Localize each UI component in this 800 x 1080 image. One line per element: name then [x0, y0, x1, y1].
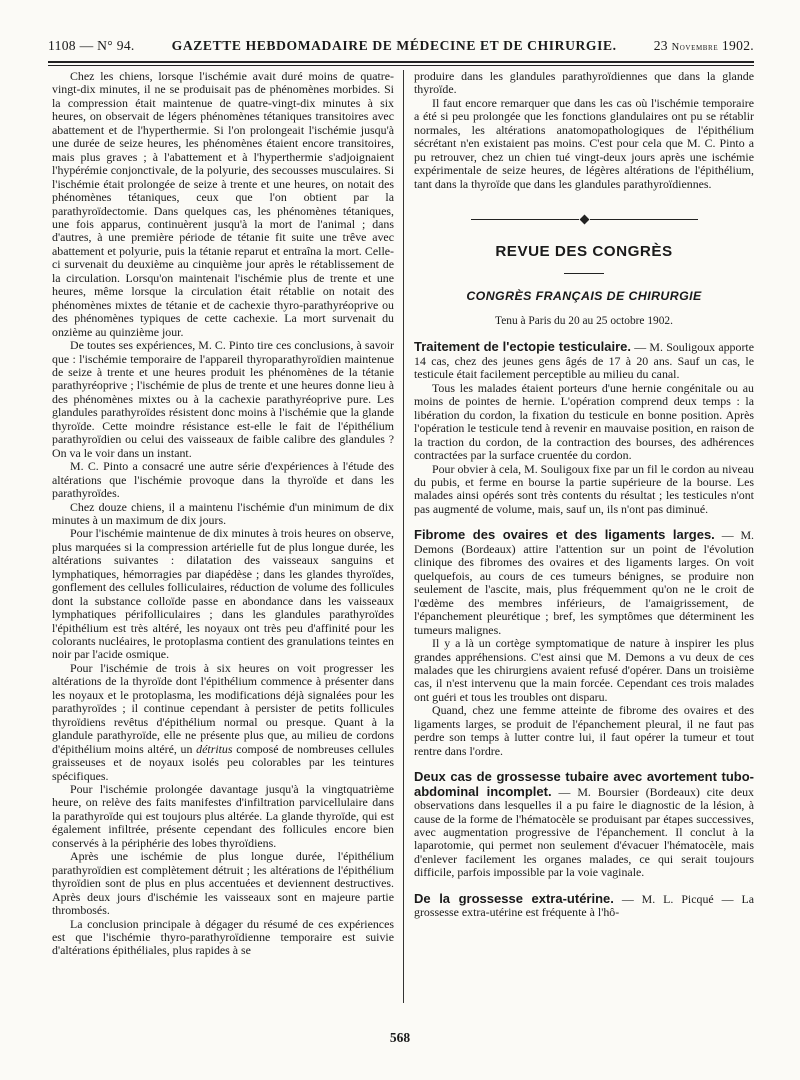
journal-title: GAZETTE HEBDOMADAIRE DE MÉDECINE ET DE CHIRURGIE. — [171, 38, 617, 53]
text-run: composé de nombreuses cellules graisseuses et de noyaux isolés peu colorables par les teintures spécifiques. — [52, 741, 395, 783]
paragraph: produire dans les glandules parathyroïdiennes que dans la glande thyroïde. — [414, 69, 754, 97]
paragraph: Tous les malades étaient porteurs d'une hernie congénitale ou au moins de pointes de hernie. L'opération comprend deux temps : la libération du cordon, la fixation du testicule en bonne position. Après l'opération le testicule tend à revenir en mauvaise position, en raison de la traction du cordon, de la contraction des bourses, des adhérences contractées par la surface cruentée du cordon. — [414, 380, 754, 463]
text-run: Pour l'ischémie de trois à six heures on voit progresser les altérations de la thyroïde dont l'épithélium commence à présenter dans les noyaux et le protoplasma, les modifications déjà signalées pour les parathyroïdes ; il continue cependant à persister de petits follicules thyroïdiens revêtus d'épithélium normal ou presque. Quant à la glandule parathyroïde, elle ne présente plus que, au milieu de cordons d'épithélium moins altéré, un — [52, 660, 394, 756]
article-author: — M. Demons — [414, 528, 754, 556]
article-author: — M. Souligoux — [634, 340, 716, 355]
paragraph: Pour l'ischémie prolongée davantage jusqu'à la vingtquatrième heure, on relève des faits manifestes d'infiltration parvicellulaire dans la parathyroïde qui est toujours plus altérée. La glande thyroïde, qui est également infiltrée, présente cependant des follicules encore bien conservés à la périphérie des lobes thyroïdiens. — [52, 782, 394, 850]
text-run: — La grossesse extra-utérine est fréquente à l'hô- — [414, 891, 754, 920]
article-lead — [414, 528, 754, 637]
paragraph: Chez les chiens, lorsque l'ischémie avait duré moins de quatre-vingt-dix minutes, il ne se produisait pas de phénomènes morbides. Si la compression était maintenue de quatre-vingt-dix minutes à six heures, on observait de légers phénomènes tétaniques transitoires avec abattement et de l'hyperthermie. Si l'on prolongeait l'ischémie jusqu'à une durée de seize heures, les phénomènes étaient encore transitoires, mais plus graves ; à l'abattement et à l'hyperthermie s'adjoignaient l'hypérémie conjonctivale, de la polyurie, des secousses musculaires. Si l'ischémie était prolongée de seize à trente et une heures, on notait des phénomènes tétaniques, ceux que l'on obtient par la parathyroïdectomie. Dans quelques cas, les phénomènes tétaniques, une fois apparus, continuèrent jusqu'à la mort de l'animal ; dans d'autres, à une première période de tétanie fit suite une trêve avec abattement et polyurie, puis la tétanie reparut et entraîna la mort. Celle-ci survenait du deuxième au cinquième jour après le rétablissement de la circulation. Lorsqu'on maintenait l'ischémie plus de trente et une heures, même lorsque la circulation était rétablie on notait des phénomènes mixtes de tétanie et de cachexie thyro-parathyréoprive ou des phénomènes typiques de cette cachexie. La mort survenait du onzième au quinzième jour. — [52, 69, 394, 339]
page-header — [48, 38, 754, 58]
separator-line — [590, 219, 698, 220]
paragraph — [52, 662, 394, 783]
text-run: (Bordeaux) cite deux observations dans lesquelles il a pu faire le diagnostic de la lésion, à cause de la forme de l'hématocèle se produisant par étapes successives, avec augmentation progressive de l'épanchement. Il conclut à la laparotomie, qui permet non seulement d'évacuer l'hématocèle, mais d'enlever facilement les organes malades, ce qui serait toujours difficile, parfois impossible par la voie vaginale. — [414, 784, 754, 880]
article-lead — [414, 892, 754, 920]
paragraph: Pour l'ischémie maintenue de dix minutes à trois heures on observe, plus marquées si la compression artérielle fut de plus longue durée, les altérations suivantes : dilatation des vaisseaux sanguins et lymphatiques, hémorragies par diapédèse ; dans les glandes thyroïdes, gonflement des cellules folliculaires, réduction de volume des follicules dont la substance colloïde passe en abondance dans les vaisseaux lymphatiques périfolliculaires ; dans les glandules parathyroïdes l'épithélium est très altéré, les noyaux ont très peu d'affinité pour les colorants nucléaires, le protoplasma contient des granulations teintes en noir par l'acide osmique. — [52, 526, 394, 662]
section-separator — [414, 216, 754, 223]
left-column — [52, 70, 394, 958]
paragraph: Il faut encore remarquer que dans les cas où l'ischémie temporaire a été si peu prolongée que les fonctions glandulaires ont pu se rétablir normales, les altérations anatomopathologiques de l'épithélium sécrétant n'en existaient pas moins. C'est pour cela que M. C. Pinto a pu retrouver, chez un chien tué vingt-deux jours après une ischémie expérimentale de seize heures, de légères altérations de l'épithélium, tant dans la thyroïde que dans les glandules parathyroïdiennes. — [414, 95, 754, 191]
right-column — [414, 70, 754, 920]
text-run: (Bordeaux) attire l'attention sur un point de l'évolution clinique des fibromes des ovaires et des ligaments larges. On voit quelquefois, au cours de ces tumeurs bénignes, se produire non seulement de l'ascite, mais, plus fréquemment qu'on ne le croit de l'œdème des membres inférieurs, de l'amaigrissement, de l'épanchement pleurétique ; bref, les symptômes que déterminent les tumeurs malignes. — [414, 541, 754, 637]
paragraph: La conclusion principale à dégager du résumé de ces expériences est que l'ischémie thyro-parathyroïdienne temporaire est suivie d'altérations épithéliales, plus rapides à se — [52, 916, 394, 958]
section-heading: REVUE DES CONGRÈS — [495, 243, 673, 261]
page-issue-number: 1108 — N° 94. — [48, 38, 135, 53]
article-author: — M. Boursier — [558, 784, 639, 799]
page-number: 568 — [389, 1030, 411, 1045]
congress-title: CONGRÈS FRANÇAIS DE CHIRURGIE — [466, 288, 702, 303]
italic-term: détritus — [196, 741, 233, 756]
congress-subtitle: Tenu à Paris du 20 au 25 octobre 1902. — [495, 314, 673, 327]
short-rule — [564, 273, 604, 274]
paragraph: Il y a là un cortège symptomatique de nature à inspirer les plus grandes appréhensions. C'est ainsi que M. Demons a vu deux de ces malades que les chirurgiens avaient refusé d'opérer. Dans un troisième cas, il n'est intervenu que la main forcée. Cependant ces trois malades ont guéri et tous les troubles ont disparu. — [414, 636, 754, 704]
paragraph: Quand, chez une femme atteinte de fibrome des ovaires et des ligaments larges, se produit de l'épanchement pleural, il ne faut pas perdre son temps à lutter contre lui, il faut opérer la tumeur et tout rentre dans l'ordre. — [414, 703, 754, 758]
article-title: De la grossesse extra-utérine. — [414, 890, 614, 906]
paragraph: M. C. Pinto a consacré une autre série d'expériences à l'étude des altérations que l'ischémie provoque dans la thyroïde et dans les parathyroïdes. — [52, 459, 394, 501]
article-lead — [414, 340, 754, 381]
paragraph: Chez douze chiens, il a maintenu l'ischémie d'un minimum de dix minutes à un maximum de dix jours. — [52, 499, 394, 527]
header-rule-thick — [48, 61, 754, 63]
article-author: — M. L. Picqué — [621, 891, 714, 906]
date-month: Novembre — [671, 42, 719, 53]
paragraph: De toutes ses expériences, M. C. Pinto tire ces conclusions, à savoir que : l'ischémie temporaire de l'appareil thyroparathyroïdien maintenue de seize à trente et une heures produit les phénomènes de la tétanie parathyréoprive ; l'ischémie de plus de trente et une heures donne lieu à des phénomènes mixtes ou à la cachexie parathyréoprive pure. Les glandules parathyroïdes résistent donc moins à l'ischémie que la glande thyroïde. Cette moindre résistance est-elle le fait de l'épithélium parathyroïdien ou celui des vaisseaux de faible calibre des glandules ? On va le voir dans un instant. — [52, 338, 394, 460]
date-year: 1902. — [721, 38, 754, 53]
date-day: 23 — [653, 38, 668, 53]
text-run: apporte 14 cas, chez des jeunes gens âgés de 17 à 20 ans. Sauf un cas, le testicule était facilement perceptible au milieu du canal. — [414, 340, 754, 382]
paragraph: Après une ischémie de plus longue durée, l'épithélium parathyroïdien est complètement détruit ; les altérations de l'épithélium thyroïdien sont de plus en plus accentuées et deviennent destructives. Après deux jours d'ischémie les vaisseaux sont en majeure partie thrombosés. — [52, 849, 394, 918]
article-title: Traitement de l'ectopie testiculaire. — [414, 339, 632, 355]
header-rule-thin — [48, 65, 754, 66]
diamond-ornament-icon — [579, 215, 589, 225]
article-title: Fibrome des ovaires et des ligaments larges. — [414, 527, 715, 543]
paragraph: Pour obvier à cela, M. Souligoux fixe par un fil le cordon au niveau du pubis, et ferme en bourse la partie supérieure de la bourse. Les malades ainsi opérés sont très contents du résultat ; les testicules n'ont pas augmenté de volume, mais, sauf un, ils n'ont pas diminué. — [414, 461, 754, 516]
article-lead — [414, 770, 754, 880]
article-title: Deux cas de grossesse tubaire avec avortement tubo-abdominal incomplet. — [414, 769, 754, 799]
issue-date — [654, 38, 754, 54]
column-divider — [403, 70, 404, 1003]
separator-line — [471, 219, 579, 220]
